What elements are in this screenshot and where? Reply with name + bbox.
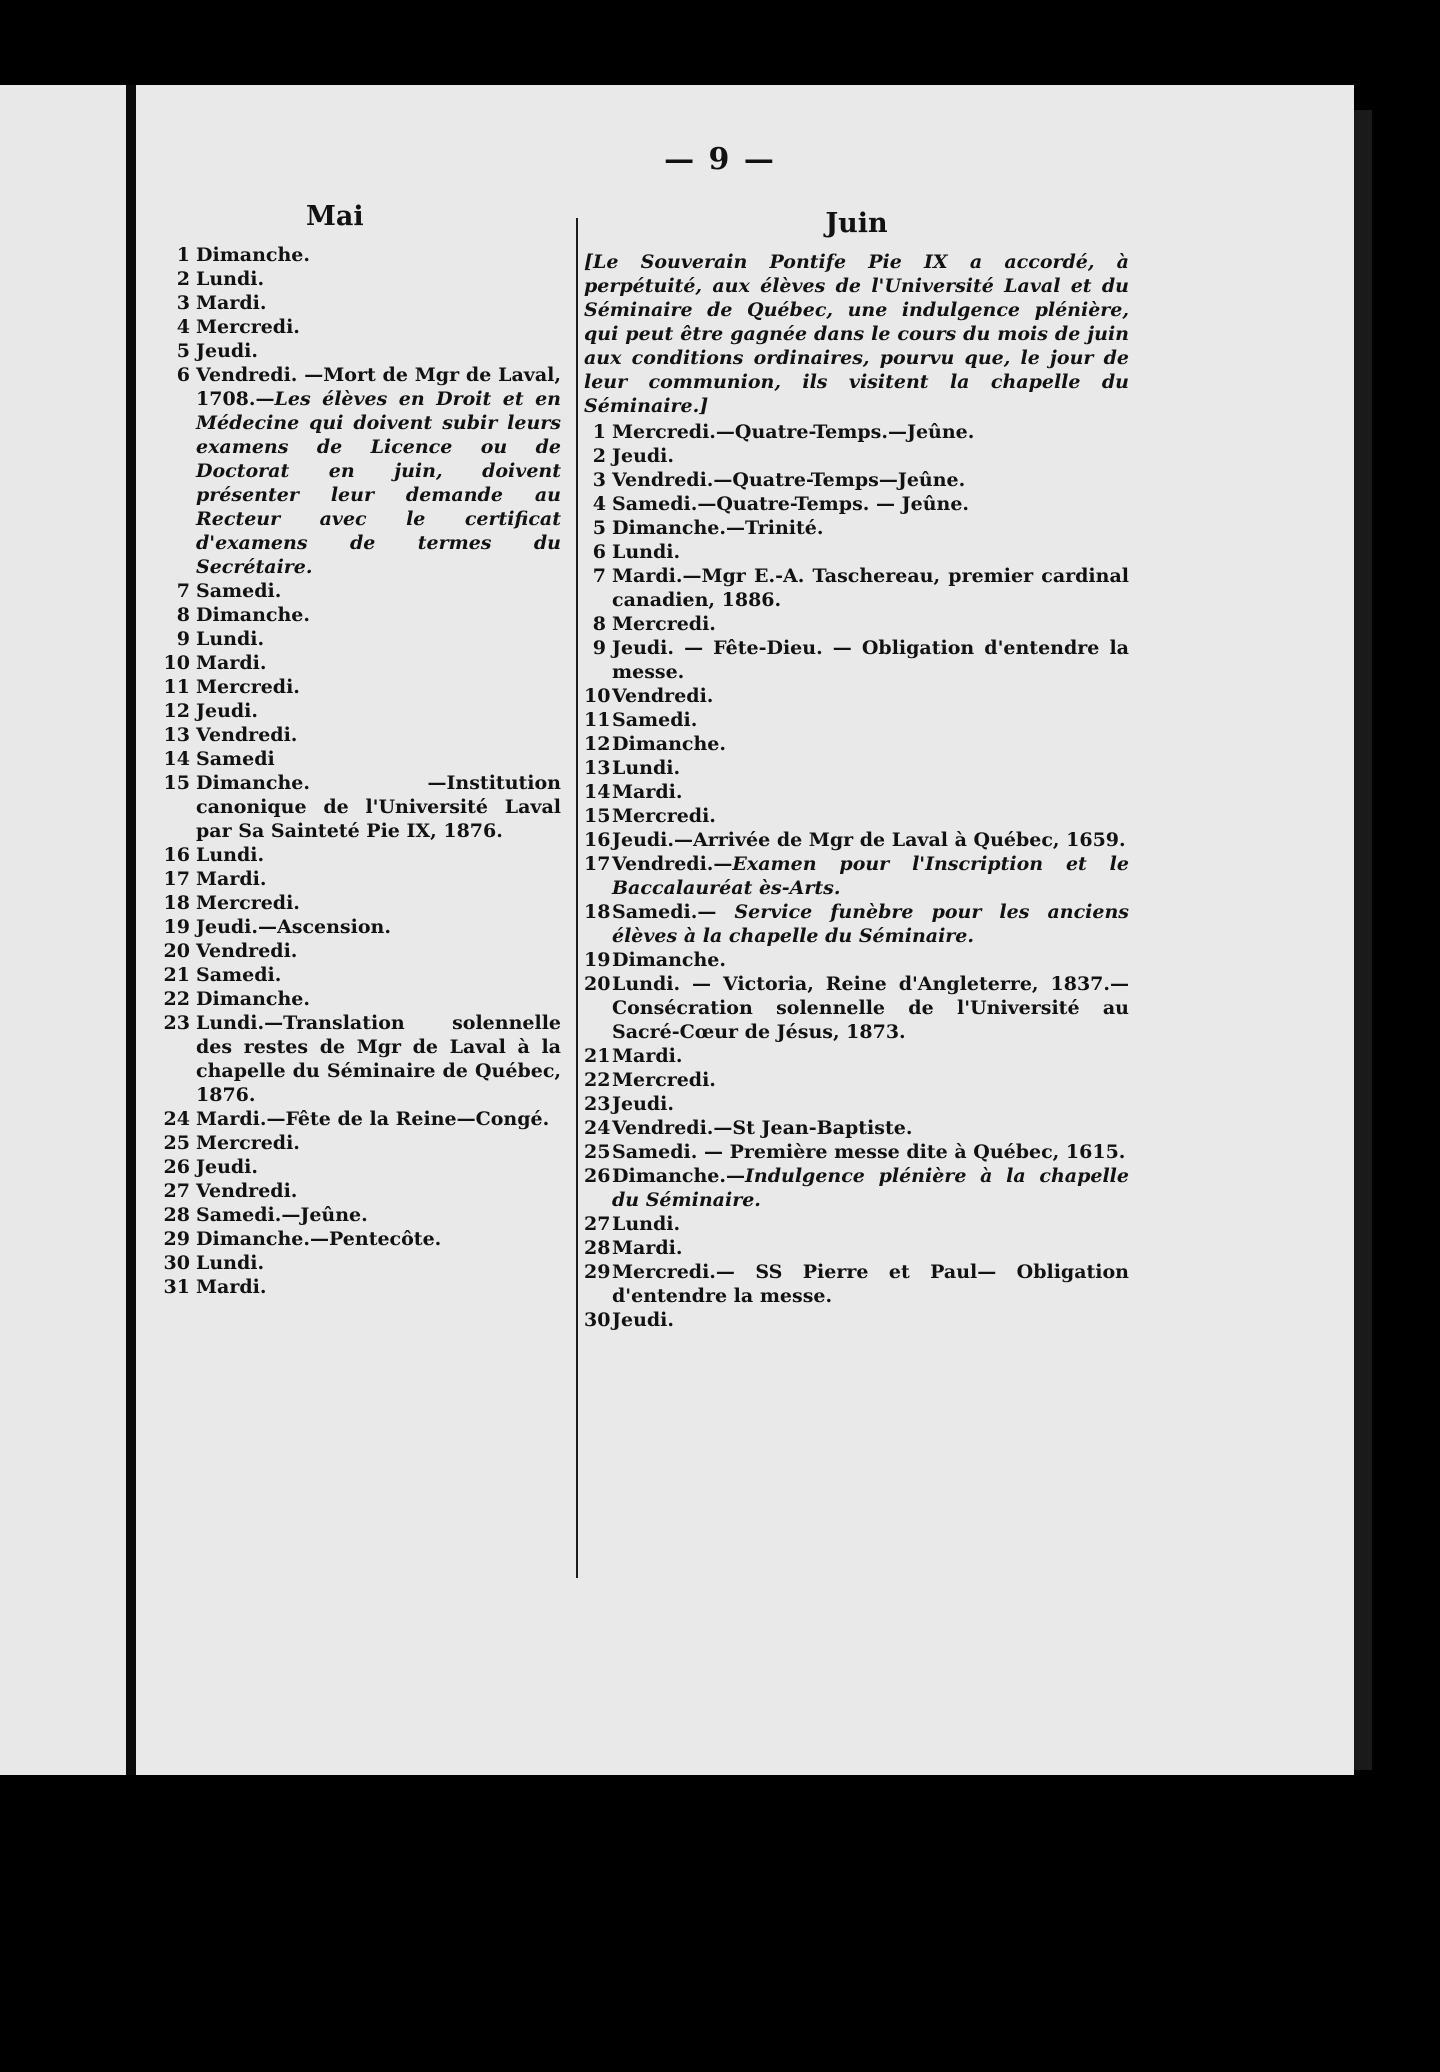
day-entry-text [196,1155,561,1179]
page-number: — 9 — [664,142,776,177]
day-entry-text [612,540,1129,564]
calendar-entry [584,1044,1129,1068]
calendar-entry [584,1092,1129,1116]
day-entry-main: Samedi. [196,580,282,602]
day-entry-text [612,708,1129,732]
calendar-entry [156,699,561,723]
day-entry-text [612,1236,1129,1260]
day-entry-text [196,339,561,363]
calendar-entry [584,420,1129,444]
day-entry-text [196,723,561,747]
calendar-entry [156,243,561,267]
day-entry-text [196,267,561,291]
day-entry-text [612,1308,1129,1332]
calendar-entry [584,468,1129,492]
day-entry-main: Samedi [196,748,275,770]
day-entry-main: Dimanche. [612,949,727,971]
day-entry-text [612,1044,1129,1068]
right-page-edge [1354,110,1372,1770]
day-number: 15 [163,772,190,794]
day-entry-main: Vendredi. [196,940,298,962]
calendar-entry [584,564,1129,612]
day-entry-text [612,732,1129,756]
day-number: 15 [584,805,611,827]
day-number: 19 [584,949,611,971]
day-number: 31 [163,1276,190,1298]
calendar-entry [156,339,561,363]
day-number: 1 [176,244,190,266]
day-entry-text [196,363,561,579]
day-number: 5 [592,517,606,539]
day-entry-text [196,843,561,867]
calendar-entry [584,492,1129,516]
day-entry-main: Mardi. [196,1276,267,1298]
day-number: 17 [584,853,611,875]
calendar-entry [584,636,1129,684]
day-entry-main: Lundi. [196,628,265,650]
day-entry-text [196,1179,561,1203]
day-entry-main: Mercredi. [196,1132,300,1154]
juin-column [584,208,1129,1332]
day-entry-text [196,915,561,939]
day-entry-text [196,939,561,963]
day-number: 27 [584,1213,611,1235]
day-entry-main: Vendredi.— [612,853,733,875]
calendar-entry [156,891,561,915]
day-entry-text [612,1164,1129,1212]
day-entry-main: Jeudi. [612,445,675,467]
juin-intro-note: [Le Souverain Pontife Pie IX a accordé, à perpétuité, aux élèves de l'Université Laval et du Séminaire de Québec, une indulgence plénière, qui peut être gagnée dans le cours du mois de juin aux conditions ordinaires, pourvu que, le jour de leur communion, ils visitent la chapelle du Séminaire.] [584,251,1129,417]
day-number: 8 [592,613,606,635]
day-entry-main: Vendredi. [612,685,714,707]
day-number: 20 [584,973,611,995]
calendar-entry [584,732,1129,756]
day-entry-main: Dimanche. [612,733,727,755]
day-number: 25 [163,1132,190,1154]
day-entry-main: Dimanche. [196,988,311,1010]
day-number: 16 [163,844,190,866]
day-number: 11 [584,709,611,731]
day-entry-text [196,627,561,651]
day-number: 10 [584,685,611,707]
calendar-entry [584,1140,1129,1164]
day-number: 25 [584,1141,611,1163]
day-number: 13 [163,724,190,746]
day-entry-main: Vendredi. [196,724,298,746]
calendar-entry [584,684,1129,708]
day-entry-text [612,1092,1129,1116]
calendar-entry [584,1164,1129,1212]
day-entry-main: Mercredi. [612,613,716,635]
day-number: 17 [163,868,190,890]
day-entry-main: Mardi. [612,1045,683,1067]
day-number: 19 [163,916,190,938]
day-entry-text [196,1227,561,1251]
calendar-entry [156,915,561,939]
day-number: 4 [176,316,190,338]
day-entry-text [612,1068,1129,1092]
day-number: 10 [163,652,190,674]
calendar-entry [584,828,1129,852]
day-entry-main: Samedi. — Première messe dite à Québec, 1615. [612,1141,1126,1163]
day-entry-main: Dimanche.— [612,1165,746,1187]
day-entry-main: Mercredi.—Quatre-Temps.—Jeûne. [612,421,975,443]
day-number: 12 [163,700,190,722]
calendar-entry [156,1131,561,1155]
day-number: 24 [163,1108,190,1130]
day-entry-main: Lundi. [612,757,681,779]
calendar-entry [156,1275,561,1299]
day-entry-text [196,1011,561,1107]
day-number: 27 [163,1180,190,1202]
left-page-edge [0,85,126,1775]
calendar-entry [584,444,1129,468]
day-number: 16 [584,829,611,851]
day-number: 7 [176,580,190,602]
day-entry-main: Jeudi. [196,700,259,722]
day-entry-main: Lundi. [612,541,681,563]
calendar-entry [584,1068,1129,1092]
mai-column [156,201,561,1299]
day-entry-note: Examen pour l'Inscription et le Baccalauréat ès-Arts. [612,853,1129,899]
day-entry-text [196,651,561,675]
day-entry-main: Jeudi. — Fête-Dieu. — Obligation d'entendre la messe. [612,637,1129,683]
day-entry-main: Mardi. [196,292,267,314]
day-entry-main: Vendredi.—Quatre-Temps—Jeûne. [612,469,966,491]
day-entry-main: Lundi. [196,1252,265,1274]
month-title-juin: Juin [825,208,888,239]
day-entry-text [196,1131,561,1155]
day-entry-text [612,444,1129,468]
calendar-entry [156,627,561,651]
day-number: 18 [584,901,611,923]
day-entry-main: Samedi.—Jeûne. [196,1204,368,1226]
calendar-entry [156,1227,561,1251]
day-entry-text [612,516,1129,540]
calendar-entry [584,948,1129,972]
day-entry-main: Jeudi. [612,1093,675,1115]
day-entry-main: Samedi. [196,964,282,986]
calendar-entry [156,939,561,963]
calendar-entry [156,651,561,675]
calendar-entry [156,723,561,747]
day-entry-note: Service funèbre pour les anciens élèves à la chapelle du Séminaire. [612,901,1129,947]
day-entry-text [196,699,561,723]
day-number: 1 [592,421,606,443]
day-number: 9 [592,637,606,659]
calendar-entry [584,1260,1129,1308]
day-entry-text [612,420,1129,444]
day-entry-text [196,579,561,603]
day-entry-main: Lundi.—Translation solennelle des restes de Mgr de Laval à la chapelle du Séminaire de Québec, 1876. [196,1012,561,1106]
day-entry-text [612,780,1129,804]
calendar-entry [584,708,1129,732]
day-entry-main: Mercredi. [196,316,300,338]
day-number: 5 [176,340,190,362]
day-entry-text [612,468,1129,492]
calendar-entry [584,1236,1129,1260]
day-number: 22 [584,1069,611,1091]
calendar-entry [156,1107,561,1131]
day-entry-main: Dimanche.—Trinité. [612,517,824,539]
day-number: 4 [592,493,606,515]
day-entry-main: Mardi. [612,1237,683,1259]
calendar-entry [584,804,1129,828]
day-entry-main: Dimanche. [196,244,311,266]
day-entry-main: Dimanche. [196,604,311,626]
day-number: 21 [163,964,190,986]
calendar-entry [584,900,1129,948]
day-entry-main: Mardi.—Fête de la Reine—Congé. [196,1108,550,1130]
day-entry-main: Lundi. [612,1213,681,1235]
day-entry-text [196,315,561,339]
calendar-entry [156,675,561,699]
day-entry-text [612,900,1129,948]
calendar-entry [156,363,561,579]
day-number: 29 [163,1228,190,1250]
day-entry-main: Vendredi.—St Jean-Baptiste. [612,1117,913,1139]
day-entry-text [612,612,1129,636]
day-entry-note: Les élèves en Droit et en Médecine qui doivent subir leurs examens de Licence ou de Doctorat en juin, doivent présenter leur demande au Recteur avec le certificat d'examens de termes du Secrétaire. [196,388,561,578]
day-number: 6 [176,364,190,386]
day-entry-text [196,1275,561,1299]
day-entry-text [612,492,1129,516]
day-entry-main: Mercredi. [196,676,300,698]
day-entry-text [612,828,1129,852]
day-entry-text [196,1251,561,1275]
day-number: 20 [163,940,190,962]
day-number: 12 [584,733,611,755]
day-entry-text [196,771,561,843]
column-divider [576,218,578,1578]
day-entry-text [612,1212,1129,1236]
day-number: 30 [163,1252,190,1274]
day-entry-main: Dimanche. —Institution canonique de l'Université Laval par Sa Sainteté Pie IX, 1876. [196,772,561,842]
day-entry-text [612,564,1129,612]
calendar-entry [156,867,561,891]
juin-entries [584,420,1129,1332]
calendar-entry [156,267,561,291]
day-number: 26 [163,1156,190,1178]
calendar-entry [156,315,561,339]
day-entry-main: Samedi. [612,709,698,731]
day-number: 3 [176,292,190,314]
day-entry-main: Jeudi. [196,1156,259,1178]
calendar-entry [156,1155,561,1179]
mai-entries [156,243,561,1299]
day-number: 11 [163,676,190,698]
calendar-entry [584,1308,1129,1332]
day-number: 22 [163,988,190,1010]
day-number: 24 [584,1117,611,1139]
day-entry-main: Samedi.— [612,901,735,923]
calendar-entry [584,852,1129,900]
day-number: 30 [584,1309,611,1331]
day-number: 28 [163,1204,190,1226]
day-entry-main: Jeudi.—Ascension. [196,916,391,938]
calendar-entry [584,780,1129,804]
day-entry-text [612,804,1129,828]
calendar-entry [156,1011,561,1107]
calendar-entry [156,747,561,771]
day-number: 2 [176,268,190,290]
day-entry-text [196,603,561,627]
calendar-entry [584,1116,1129,1140]
day-entry-text [196,747,561,771]
day-entry-text [612,684,1129,708]
day-number: 26 [584,1165,611,1187]
day-entry-text [196,291,561,315]
day-entry-main: Vendredi. —Mort de Mgr de Laval, 1708.— [196,364,561,410]
calendar-entry [156,1251,561,1275]
day-entry-main: Mercredi.— SS Pierre et Paul— Obligation d'entendre la messe. [612,1261,1129,1307]
day-number: 29 [584,1261,611,1283]
day-entry-text [612,948,1129,972]
day-number: 9 [176,628,190,650]
day-entry-text [196,891,561,915]
day-entry-text [196,987,561,1011]
day-number: 28 [584,1237,611,1259]
calendar-entry [584,516,1129,540]
calendar-entry [156,603,561,627]
day-entry-text [612,636,1129,684]
calendar-entry [584,612,1129,636]
day-entry-main: Mardi. [196,652,267,674]
day-entry-main: Jeudi.—Arrivée de Mgr de Laval à Québec, 1659. [612,829,1126,851]
calendar-entry [156,1203,561,1227]
day-entry-text [196,1107,561,1131]
calendar-entry [584,972,1129,1044]
day-entry-main: Vendredi. [196,1180,298,1202]
month-title-mai: Mai [306,201,364,232]
calendar-entry [156,579,561,603]
day-number: 23 [163,1012,190,1034]
day-number: 18 [163,892,190,914]
day-entry-text [612,1116,1129,1140]
day-entry-main: Mardi.—Mgr E.-A. Taschereau, premier cardinal canadien, 1886. [612,565,1129,611]
day-number: 7 [592,565,606,587]
calendar-entry [156,771,561,843]
day-number: 21 [584,1045,611,1067]
calendar-entry [584,1212,1129,1236]
day-entry-text [196,963,561,987]
day-entry-text [196,243,561,267]
calendar-entry [584,540,1129,564]
day-entry-main: Lundi. [196,268,265,290]
day-number: 13 [584,757,611,779]
day-entry-text [196,867,561,891]
day-entry-main: Lundi. [196,844,265,866]
day-number: 6 [592,541,606,563]
day-entry-text [612,756,1129,780]
day-entry-text [612,852,1129,900]
day-entry-main: Mardi. [196,868,267,890]
calendar-entry [156,1179,561,1203]
day-entry-text [612,972,1129,1044]
day-entry-main: Mercredi. [196,892,300,914]
day-number: 2 [592,445,606,467]
calendar-entry [156,987,561,1011]
day-entry-main: Mardi. [612,781,683,803]
day-entry-text [196,675,561,699]
calendar-entry [156,291,561,315]
calendar-entry [156,963,561,987]
day-entry-main: Mercredi. [612,805,716,827]
day-entry-text [196,1203,561,1227]
day-entry-main: Lundi. — Victoria, Reine d'Angleterre, 1837.—Consécration solennelle de l'Université au Sacré-Cœur de Jésus, 1873. [612,973,1129,1043]
day-entry-main: Samedi.—Quatre-Temps. — Jeûne. [612,493,970,515]
day-number: 14 [163,748,190,770]
day-entry-main: Dimanche.—Pentecôte. [196,1228,442,1250]
day-entry-main: Mercredi. [612,1069,716,1091]
day-entry-text [612,1140,1129,1164]
day-entry-main: Jeudi. [196,340,259,362]
day-number: 3 [592,469,606,491]
day-number: 8 [176,604,190,626]
day-number: 23 [584,1093,611,1115]
page-gutter [126,85,136,1775]
day-number: 14 [584,781,611,803]
day-entry-note: Indulgence plénière à la chapelle du Séminaire. [612,1165,1129,1211]
calendar-entry [156,843,561,867]
day-entry-text [612,1260,1129,1308]
day-entry-main: Jeudi. [612,1309,675,1331]
calendar-entry [584,756,1129,780]
